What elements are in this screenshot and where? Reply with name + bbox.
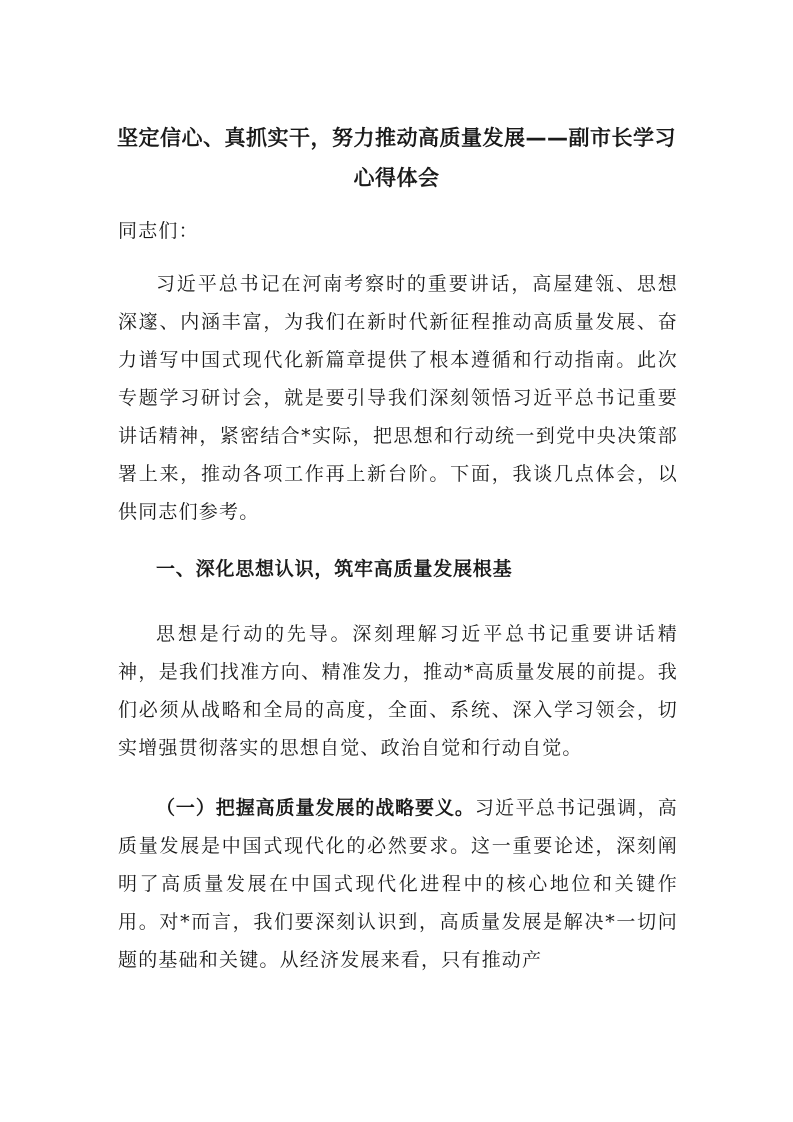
paragraph-section-intro: 思想是行动的先导。深刻理解习近平总书记重要讲话精神，是我们找准方向、精准发力，推动*高质量发展的前提。我们必须从战略和全局的高度，全面、系统、深入学习领会，切实增强贯彻落实的思想自觉、政治自觉和行动自觉。 (118, 623, 678, 759)
document-title: 坚定信心、真抓实干，努力推动高质量发展——副市长学习心得体会 (117, 126, 676, 190)
salutation: 同志们： (118, 220, 199, 242)
section-heading: 一、深化思想认识，筑牢高质量发展根基 (156, 558, 513, 580)
subsection-paragraph (118, 789, 678, 979)
subsection-text: 习近平总书记强调，高质量发展是中国式现代化的必然要求。这一重要论述，深刻阐明了高质量发展在中国式现代化进程中的核心地位和关键作用。对*而言，我们要深刻认识到，高质量发展是解决*一切问题的基础和关键。从经济发展来看，只有推动产 (118, 797, 678, 971)
paragraph-intro: 习近平总书记在河南考察时的重要讲话，高屋建瓴、思想深邃、内涵丰富，为我们在新时代新征程推动高质量发展、奋力谱写中国式现代化新篇章提供了根本遵循和行动指南。此次专题学习研讨会，就是要引导我们深刻领悟习近平总书记重要讲话精神，紧密结合*实际，把思想和行动统一到党中央决策部署上来，推动各项工作再上新台阶。下面，我谈几点体会，以供同志们参考。 (118, 273, 678, 523)
subsection-heading: （一）把握高质量发展的战略要义。 (156, 797, 475, 819)
